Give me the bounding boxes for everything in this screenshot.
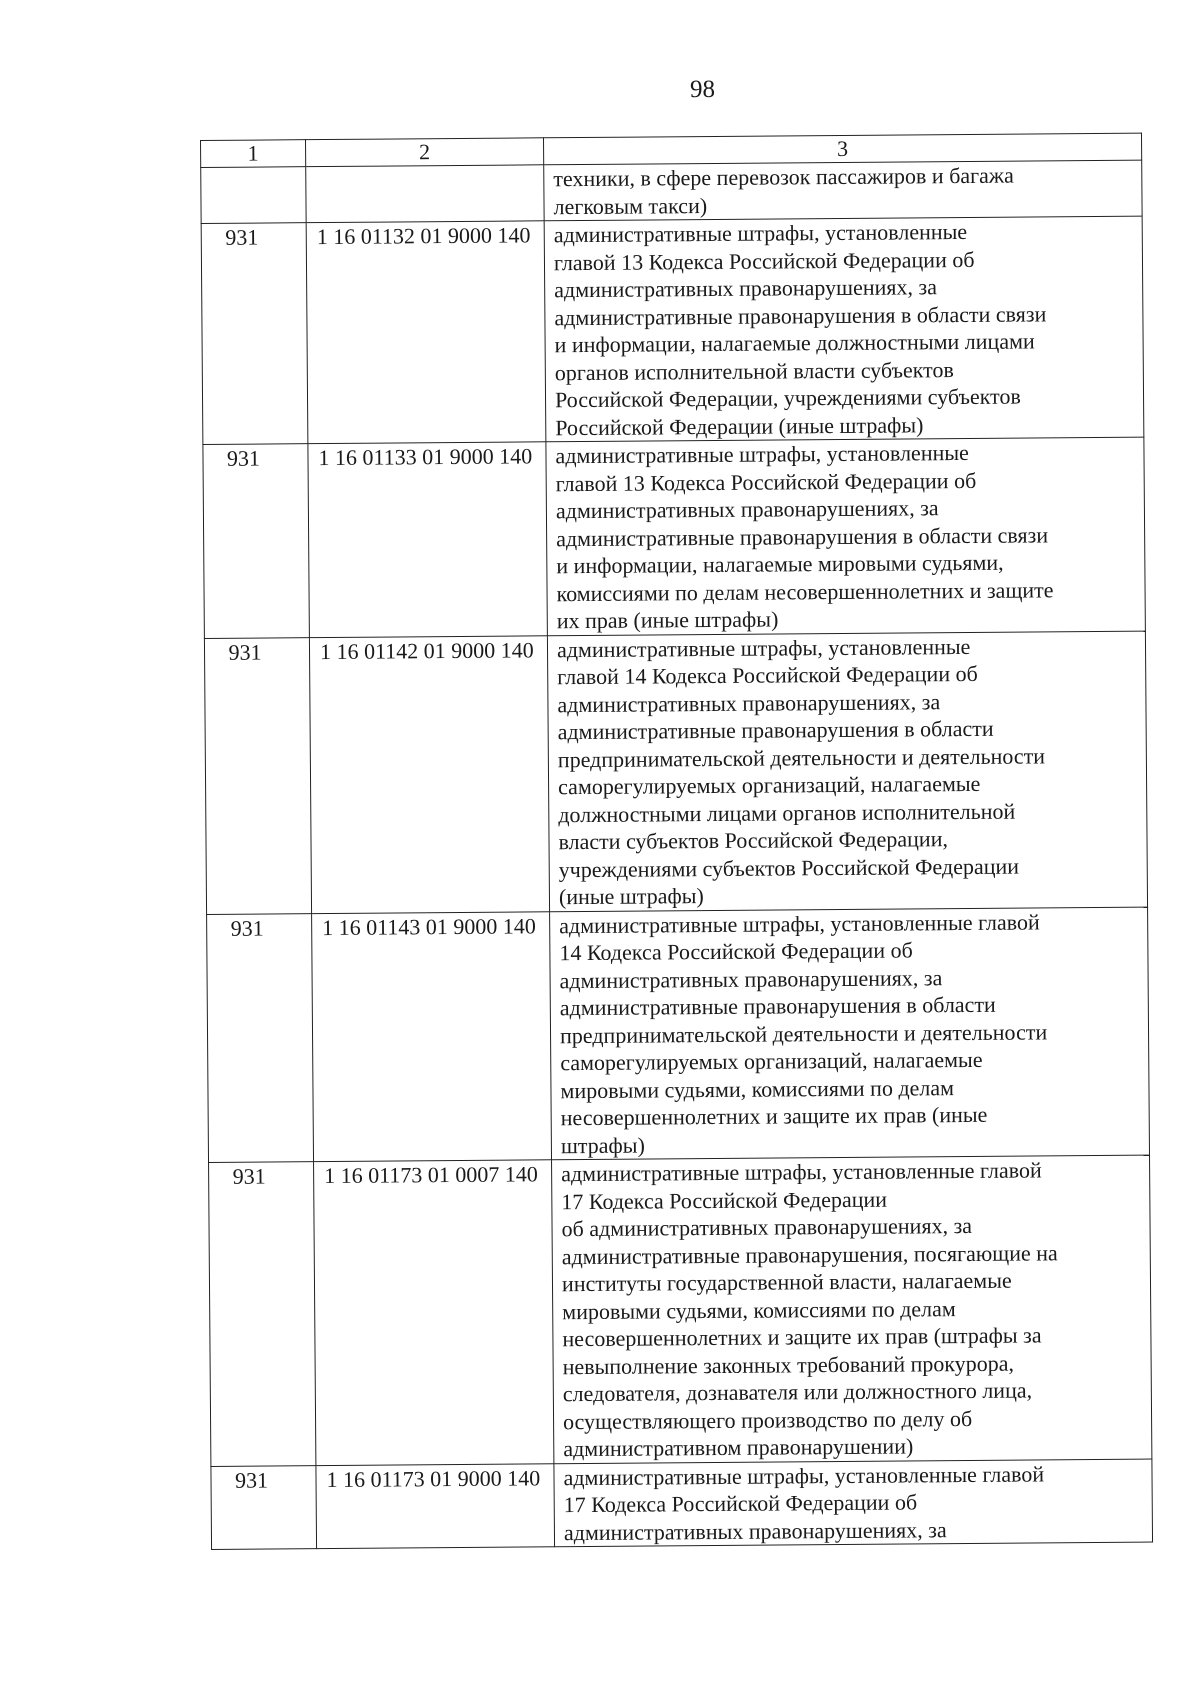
budget-code-cell: 1 16 01132 01 9000 140 xyxy=(306,221,546,444)
description-line: главой 14 Кодекса Российской Федерации об xyxy=(557,660,978,690)
table-row xyxy=(204,631,1147,914)
description-line: административные правонарушения в области xyxy=(557,715,994,745)
admin-code-cell: 931 xyxy=(211,1465,317,1549)
description-line: следователя, дознавателя или должностного лица, xyxy=(562,1377,1033,1407)
budget-code-cell: 1 16 01143 01 9000 140 xyxy=(312,911,552,1161)
description-line: административные правонарушения в области связи xyxy=(554,300,1047,330)
admin-code-cell: 931 xyxy=(204,637,311,914)
description-line: органов исполнительной власти субъектов xyxy=(554,356,954,385)
description-cell xyxy=(554,1459,1153,1547)
column-header-1: 1 xyxy=(201,140,306,168)
description-line: административные штрафы, установленные главой xyxy=(561,1157,1042,1187)
budget-code-cell: 1 16 01133 01 9000 140 xyxy=(308,442,548,637)
description-line: 17 Кодекса Российской Федерации об xyxy=(563,1489,918,1518)
admin-code-cell: 931 xyxy=(209,1162,316,1466)
description-line: 14 Кодекса Российской Федерации об xyxy=(559,937,913,966)
description-line: комиссиями по делам несовершеннолетних и защите xyxy=(556,576,1054,606)
table-row xyxy=(201,160,1142,223)
description-cell xyxy=(546,437,1146,635)
description-line: административных правонарушениях, за xyxy=(557,688,941,717)
description-line: административных правонарушениях, за xyxy=(559,964,943,993)
budget-code-cell: 1 16 01173 01 9000 140 xyxy=(316,1463,555,1548)
description-line: административных правонарушениях, за xyxy=(554,274,938,303)
column-header-3: 3 xyxy=(543,133,1141,165)
description-line: мировыми судьями, комиссиями по делам xyxy=(562,1295,956,1324)
table-body xyxy=(201,160,1153,1549)
description-line: должностными лицами органов исполнительной xyxy=(558,798,1016,827)
budget-codes-table xyxy=(200,133,1153,1550)
admin-code-cell: 931 xyxy=(201,223,308,445)
description-line: административных правонарушениях, за xyxy=(555,495,939,524)
description-line: (иные штрафы) xyxy=(558,883,704,910)
description-line: несовершеннолетних и защите их прав (штрафы за xyxy=(562,1322,1042,1352)
description-line: их прав (иные штрафы) xyxy=(556,606,779,634)
description-line: административные правонарушения, посягающие на xyxy=(561,1239,1058,1269)
description-line: главой 13 Кодекса Российской Федерации об xyxy=(555,467,977,496)
budget-code-cell: 1 16 01173 01 0007 140 xyxy=(314,1160,554,1465)
description-line: административных правонарушениях, за xyxy=(563,1516,947,1545)
description-line: осуществляющего производство по делу об xyxy=(562,1405,973,1434)
description-line: административные штрафы, установленные xyxy=(555,439,969,469)
admin-code-cell: 931 xyxy=(203,444,310,638)
description-cell xyxy=(544,160,1142,221)
budget-code-cell xyxy=(306,165,544,223)
admin-code-cell xyxy=(201,167,306,224)
description-line: невыполнение законных требований прокурора, xyxy=(562,1350,1015,1379)
description-line: предпринимательской деятельности и деятельности xyxy=(557,742,1046,772)
description-line: власти субъектов Российской Федерации, xyxy=(558,826,949,855)
table-row xyxy=(209,1155,1152,1466)
table-row xyxy=(207,907,1150,1163)
description-line: учреждениями субъектов Российской Федерации xyxy=(558,853,1020,882)
page-number: 98 xyxy=(690,76,715,103)
description-line: административные штрафы, установленные xyxy=(553,218,968,248)
description-line: Российской Федерации (иные штрафы) xyxy=(555,411,924,440)
description-line: техники, в сфере перевозок пассажиров и багажа xyxy=(553,162,1014,192)
description-cell xyxy=(550,907,1150,1160)
description-line: и информации, налагаемые мировыми судьями, xyxy=(556,549,1004,579)
budget-code-cell: 1 16 01142 01 9000 140 xyxy=(309,635,549,913)
description-line: административные штрафы, установленные главой xyxy=(563,1460,1045,1490)
table-row xyxy=(211,1459,1153,1550)
description-line: административные правонарушения в области связи xyxy=(556,521,1049,551)
description-cell xyxy=(552,1155,1152,1463)
description-line: 17 Кодекса Российской Федерации xyxy=(561,1186,888,1214)
description-line: административном правонарушении) xyxy=(563,1433,914,1462)
description-line: несовершеннолетних и защите их прав (иные xyxy=(560,1101,988,1131)
description-line: штрафы) xyxy=(560,1132,645,1158)
description-line: мировыми судьями, комиссиями по делам xyxy=(560,1074,955,1103)
description-cell xyxy=(544,216,1144,442)
admin-code-cell: 931 xyxy=(207,913,314,1162)
description-cell xyxy=(547,631,1147,912)
description-line: Российской Федерации, учреждениями субъектов xyxy=(554,383,1021,413)
table-row xyxy=(203,437,1145,638)
description-line: предпринимательской деятельности и деятельности xyxy=(559,1018,1048,1048)
description-line: главой 13 Кодекса Российской Федерации об xyxy=(553,246,975,275)
table-row xyxy=(201,216,1144,444)
description-line: институты государственной власти, налагаемые xyxy=(561,1267,1012,1297)
description-line: об административных правонарушениях, за xyxy=(561,1212,973,1242)
description-line: административные правонарушения в области xyxy=(559,991,996,1021)
description-line: легковым такси) xyxy=(553,192,708,219)
description-line: саморегулируемых организаций, налагаемые xyxy=(560,1046,983,1076)
description-line: и информации, налагаемые должностными лицами xyxy=(554,328,1035,358)
description-line: административные штрафы, установленные главой xyxy=(559,908,1040,938)
description-line: административные штрафы, установленные xyxy=(556,633,971,662)
column-header-2: 2 xyxy=(306,138,544,167)
description-line: саморегулируемых организаций, налагаемые xyxy=(557,770,981,800)
